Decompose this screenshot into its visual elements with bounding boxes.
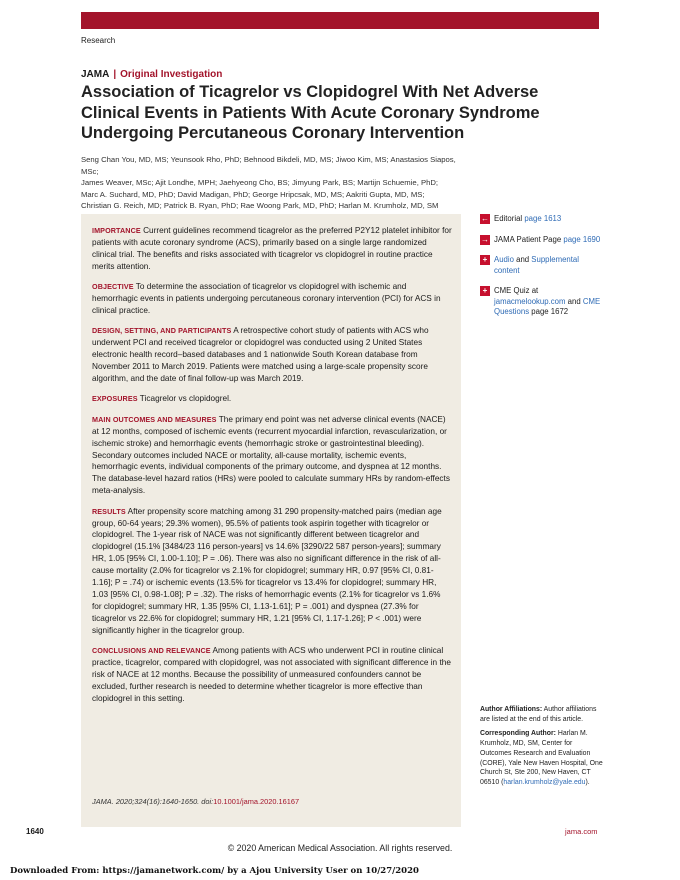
citation [92, 797, 452, 806]
cme-questions-link[interactable]: CME Questions [494, 296, 601, 316]
journal-header [81, 69, 222, 80]
article-title: Association of Ticagrelor vs Clopidogrel With Net Adverse Clinical Events in Patients With Acute Coronary Syndrome Undergoing Percutaneous Coronary Intervention [81, 83, 540, 142]
abstract-outcomes [92, 414, 452, 497]
arrow-icon: → [481, 234, 489, 244]
patient-page-link[interactable]: page 1690 [563, 234, 601, 244]
abstract-conclusions [92, 645, 452, 705]
editorial-link[interactable]: page 1613 [524, 214, 562, 223]
supplemental-link[interactable]: Supplemental content [494, 255, 579, 275]
affiliations [480, 705, 605, 793]
abstract-design [92, 325, 452, 385]
cme-lookup-link[interactable]: jamacmelookup.com [494, 296, 566, 306]
abstract-heading: MAIN OUTCOMES AND MEASURES [92, 414, 217, 424]
doi-link[interactable]: 10.1001/jama.2020.16167 [213, 797, 300, 806]
cme-label: CME Quiz at [494, 286, 539, 295]
journal-name: JAMA [81, 69, 110, 80]
affiliation-label: Author Affiliations: [480, 706, 543, 713]
sidebar-editorial[interactable] [480, 214, 605, 225]
affiliation-text: Author affiliations are listed at the end of this article. [480, 706, 597, 723]
abstract-text: The primary end point was net adverse clinical events (NACE) at 12 months, composed of ischemic events (recurrent myocardial infarction, revascularization, or ischemic stroke) and hemorrhagic events (hemorrhagic stroke or gastrointestinal bleeding). Secondary outcomes included NACE or mortality, all-cause mortality, ischemic events, hemorrhagic events, individual components of the primary outcome, and dyspnea at 12 months. The database-level hazard ratios (HRs) were pooled to calculate summary HRs by random-effects meta-analysis. [92, 414, 450, 496]
abstract-results [92, 506, 452, 637]
patient-page-label: JAMA Patient Page [494, 234, 562, 244]
abstract-text: After propensity score matching among 31 290 propensity-matched pairs (median age group, 60-64 years; 29.3% women), 95.5% of patients took aspirin together with ticagrelor or clopidogrel. The 1-year risk of NACE was not significantly different between ticagrelor and clopidogrel (15.1% [3484/23 116 person-years] vs 14.6% [3290/22 587 person-years]; summary HR, 1.05 [95% CI, 1.00-1.10]; P = .06). There was also no significant difference in the risk of all-cause mortality (2.0% for ticagrelor vs 2.1% for clopidogrel; summary HR, 0.97 [95% CI, 0.81-1.16]; P = .74) or ischemic events (13.5% for ticagrelor vs 13.4% for clopidogrel; summary HR, 1.03 [95% CI, 0.98-1.08]; P = .32). The risks of hemorrhagic events (2.1% for ticagrelor vs 1.6% for clopidogrel; summary HR, 1.35 [95% CI, 1.13-1.61]; P = .001) and dyspnea (27.3% for ticagrelor vs 22.6% for clopidogrel; summary HR, 1.21 [95% CI, 1.17-1.26]; P < .001) were significantly higher in the ticagrelor group. [92, 506, 442, 635]
abstract-heading: DESIGN, SETTING, AND PARTICIPANTS [92, 326, 232, 336]
plus-icon: + [480, 255, 490, 265]
author-line: James Weaver, MSc; Ajit Londhe, MPH; Jaehyeong Cho, BS; Jimyung Park, BS; Martijn Schuemie, PhD; [81, 178, 439, 188]
abstract-text: Among patients with ACS who underwent PCI in routine clinical practice, ticagrelor, compared with clopidogrel, was not associated with significant difference in the risk of NACE at 12 months. Because the possibility of unmeasured confounders cannot be excluded, further research is needed to determine whether ticagrelor is more effective than clopidogrel in this setting. [92, 646, 451, 703]
plus-icon: + [480, 286, 490, 296]
website-link[interactable]: jama.com [565, 827, 598, 836]
journal-top-bar [81, 12, 599, 29]
article-type: Original Investigation [120, 69, 223, 80]
sidebar-supplemental[interactable] [480, 255, 605, 276]
abstract-heading: CONCLUSIONS AND RELEVANCE [92, 646, 211, 656]
audio-link[interactable]: Audio [494, 255, 514, 264]
abstract-exposures [92, 393, 452, 405]
author-line: Christian G. Reich, MD; Patrick B. Ryan, PhD; Rae Woong Park, MD, PhD; Harlan M. Krumholz, MD, SM [81, 201, 439, 211]
section-label: Research [81, 36, 116, 45]
abstract-body [92, 225, 452, 713]
abstract-objective [92, 281, 452, 317]
abstract-heading: EXPOSURES [92, 394, 138, 404]
citation-text: JAMA. 2020;324(16):1640-1650. doi: [92, 797, 214, 806]
abstract-heading: OBJECTIVE [92, 282, 134, 292]
author-affiliations [480, 705, 605, 724]
arrow-icon: ← [481, 214, 489, 223]
sidebar-cme[interactable] [480, 286, 605, 318]
cme-page: page 1672 [529, 307, 569, 316]
page-number: 1640 [26, 827, 44, 836]
abstract-box [81, 214, 461, 827]
author-line: Marc A. Suchard, MD, PhD; David Madigan, PhD; George Hripcsak, MD, MS; Aakriti Gupta, MD, MS; [81, 189, 425, 199]
abstract-heading: IMPORTANCE [92, 226, 141, 235]
corresponding-text: Harlan M. Krumholz, MD, SM, Center for Outcomes Research and Evaluation (CORE), Yale New Haven Hospital, One Church St, Ste 200, New Haven, CT 06510 ( [480, 730, 603, 786]
sidebar-patient-page[interactable] [480, 235, 605, 246]
and-text: and [565, 296, 583, 306]
editorial-label: Editorial [494, 214, 523, 223]
abstract-text: A retrospective cohort study of patients with ACS who underwent PCI and received ticagrelor or clopidogrel was conducted using 2 United States electronic health record–based databases and 1 nationwide South Korean database from November 2011 to March 2019. Patients were matched using a large-scale propensity score algorithm, and the date of final follow-up was March 2019. [92, 326, 429, 383]
separator: | [113, 69, 117, 80]
abstract-text: Current guidelines recommend ticagrelor as the preferred P2Y12 platelet inhibitor for patients with acute coronary syndrome (ACS), primarily based on a single large randomized clinical trial. The benefits and risks associated with ticagrelor vs clopidogrel in routine practice merits attention. [92, 226, 452, 271]
copyright: © 2020 American Medical Association. All rights reserved. [227, 843, 453, 853]
abstract-heading: RESULTS [92, 506, 126, 516]
abstract-importance [92, 225, 452, 273]
corresponding-author [480, 729, 605, 787]
corresponding-end: ). [585, 778, 590, 786]
email-link[interactable]: harlan.krumholz@yale.edu [503, 778, 586, 786]
sidebar [480, 214, 605, 328]
abstract-text: Ticagrelor vs clopidogrel. [139, 394, 232, 404]
author-line: Seng Chan You, MD, MS; Yeunsook Rho, PhD; Behnood Bikdeli, MD, MS; Jiwoo Kim, MS; Anastasios Siapos, MSc; [81, 155, 456, 176]
abstract-text: To determine the association of ticagrelor vs clopidogrel with ischemic and hemorrhagic events in patients undergoing percutaneous coronary intervention (PCI) for ACS in clinical practice. [92, 282, 441, 315]
download-stamp: Downloaded From: https://jamanetwork.com/ by a Ajou University User on 10/27/2020 [10, 866, 419, 876]
corresponding-label: Corresponding Author: [480, 730, 556, 738]
and-text: and [513, 255, 532, 264]
author-list [81, 154, 471, 212]
